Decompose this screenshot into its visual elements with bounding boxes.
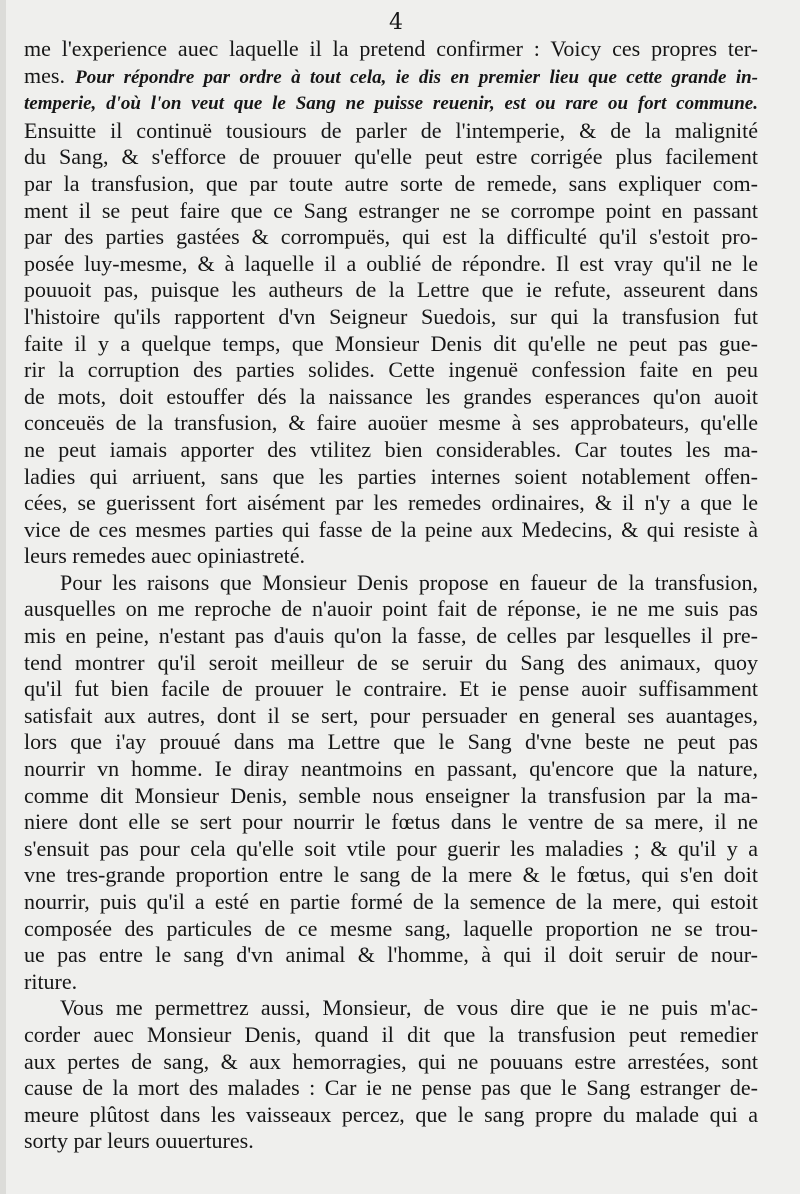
text-line: ne peut iamais apporter des vtilitez bien considerables. Car toutes les ma- — [24, 436, 758, 462]
text-line: leurs remedes auec opiniastreté. — [24, 543, 305, 569]
text-line: meure plûtost dans les vaisseaux percez, que le sang propre du malade qui a — [24, 1101, 758, 1127]
text-line: ue pas entre le sang d'vn animal & l'homme, à qui il doit seruir de nour- — [24, 942, 758, 968]
text-line: s'ensuit pas pour cela qu'elle soit vtile pour guerir les maladies ; & qu'il y a — [24, 835, 758, 861]
text-line: vne tres-grande proportion entre le sang de la mere & le fœtus, qui s'en doit — [24, 862, 758, 888]
paragraph-3 — [24, 995, 758, 1155]
text-line: tend montrer qu'il seroit meilleur de se seruir du Sang des animaux, quoy — [24, 649, 758, 675]
text-line-start: mes. — [24, 62, 65, 88]
text-line: lors que i'ay prouué dans ma Lettre que le Sang d'vne beste ne peut pas — [24, 729, 758, 755]
text-line: ladies qui arriuent, sans que les parties internes soient notablement offen- — [24, 463, 758, 489]
quoted-passage: Pour répondre par ordre à tout cela, ie dis en premier lieu que cette grande in- — [75, 66, 758, 88]
paragraph-1 — [24, 36, 758, 570]
text-line: composée des particules de ce mesme sang, laquelle proportion ne se trou- — [24, 915, 758, 941]
text-line: qu'il fut bien facile de prouuer le contraire. Et ie pense auoir suffisamment — [24, 676, 758, 702]
text-line: mis en peine, n'estant pas d'auis qu'on la fasse, de celles par lesquelles il pre- — [24, 623, 758, 649]
text-line: niere dont elle se sert pour nourrir le fœtus dans le ventre de sa mere, il ne — [24, 809, 758, 835]
text-line: cause de la mort des malades : Car ie ne pense pas que le Sang estranger de- — [24, 1075, 758, 1101]
text-line: rir la corruption des parties solides. Cette ingenuë confession faite en peu — [24, 357, 758, 383]
page-number: 4 — [389, 10, 403, 35]
text-line: Vous me permettrez aussi, Monsieur, de vous dire que ie ne puis m'ac- — [60, 995, 758, 1021]
text-line: satisfait aux autres, dont il se sert, pour persuader en general ses auantages, — [24, 702, 758, 728]
text-line: faite il y a quelque temps, que Monsieur Denis dit qu'elle ne peut pas gue- — [24, 330, 758, 356]
text-line: me l'experience auec laquelle il la pretend confirmer : Voicy ces propres ter- — [24, 36, 758, 61]
text-line: ausquelles on me reproche de n'auoir point fait de réponse, ie ne me suis pas — [24, 596, 758, 622]
text-line: vice de ces mesmes parties qui fasse de la peine aux Medecins, & qui resiste à — [24, 516, 758, 542]
text-line: Pour les raisons que Monsieur Denis propose en faueur de la transfusion, — [60, 569, 758, 595]
text-line: nourrir vn homme. Ie diray neantmoins en passant, qu'encore que la nature, — [24, 756, 758, 782]
quoted-passage-line: temperie, d'où l'on veut que le Sang ne puisse reuenir, est ou rare ou fort commune. — [24, 93, 758, 115]
text-line: conceuës de la transfusion, & faire auoüer mesme à ses approbateurs, qu'elle — [24, 410, 758, 436]
text-line: aux pertes de sang, & aux hemorragies, qui ne pouuans estre arrestées, sont — [24, 1048, 758, 1074]
page-gutter-edge — [0, 0, 6, 1194]
text-line: nourrir, puis qu'il a esté en partie formé de la semence de la mere, qui estoit — [24, 889, 758, 914]
text-line: sorty par leurs ouuertures. — [24, 1128, 254, 1154]
text-line: par la transfusion, que par toute autre sorte de remede, sans expliquer com- — [24, 170, 758, 196]
text-line: posée luy-mesme, & à laquelle il a oublié de répondre. Il est vray qu'il ne le — [24, 250, 758, 276]
text-line: Ensuitte il continuë tousiours de parler de l'intemperie, & de la malignité — [24, 117, 758, 143]
text-line: de mots, doit estouffer dés la naissance les grandes esperances qu'on auoit — [24, 383, 758, 409]
text-line: riture. — [24, 968, 78, 994]
text-line: comme dit Monsieur Denis, semble nous enseigner la transfusion par la ma- — [24, 782, 758, 808]
text-line: cées, se guerissent fort aisément par les remedes ordinaires, & il n'y a que le — [24, 490, 758, 516]
paragraph-2 — [24, 570, 758, 996]
page-body — [24, 36, 758, 1155]
text-line: l'histoire qu'ils rapportent d'vn Seigneur Suedois, sur qui la transfusion fut — [24, 303, 758, 329]
text-line: du Sang, & s'efforce de prouuer qu'elle peut estre corrigée plus facilement — [24, 144, 758, 170]
text-line — [24, 63, 758, 92]
text-line: par des parties gastées & corrompuës, qui est la difficulté qu'il s'estoit pro- — [24, 224, 758, 250]
text-line: ment il se peut faire que ce Sang estranger ne se corrompe point en passant — [24, 197, 758, 223]
text-line: pouuoit pas, puisque les autheurs de la Lettre que ie refute, asseurent dans — [24, 277, 758, 303]
text-line: corder auec Monsieur Denis, quand il dit que la transfusion peut remedier — [24, 1021, 758, 1047]
